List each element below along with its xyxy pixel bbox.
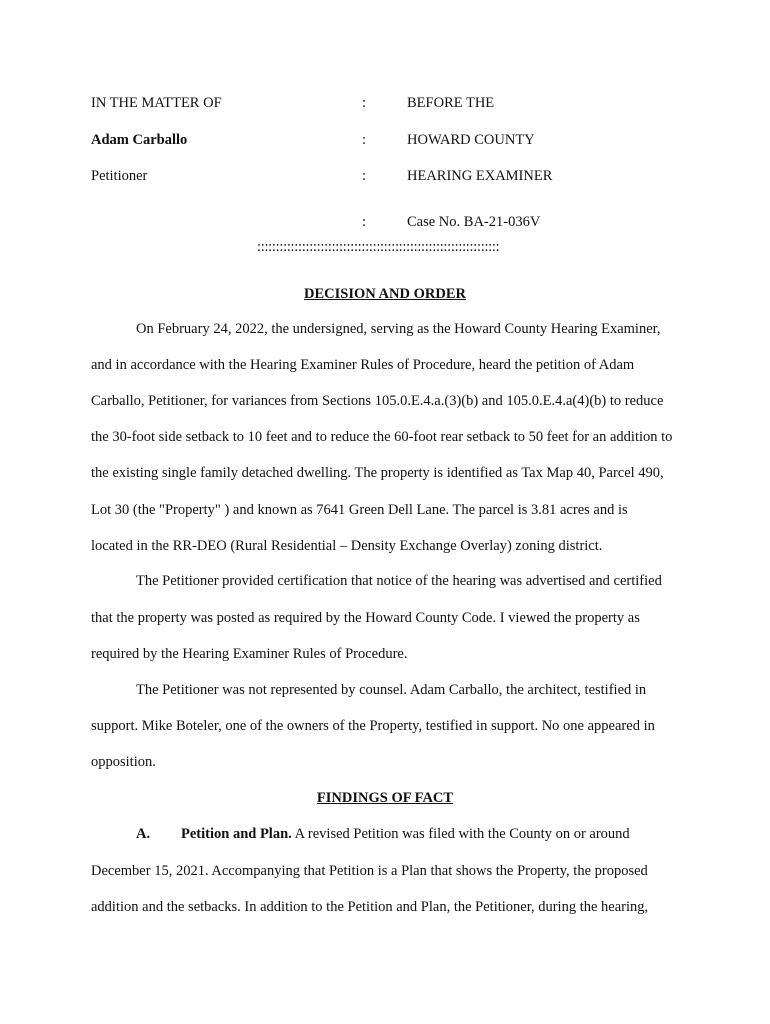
body-line: Lot 30 (the "Property" ) and known as 7641 Green Dell Lane. The parcel is 3.81 acres and is <box>91 502 628 518</box>
body-line: the existing single family detached dwelling. The property is identified as Tax Map 40, Parcel 490, <box>91 465 664 481</box>
body-line: The Petitioner provided certification that notice of the hearing was advertised and certified <box>136 573 662 589</box>
caption-sep-1: : <box>362 95 367 111</box>
body-line: and in accordance with the Hearing Examiner Rules of Procedure, heard the petition of Adam <box>91 357 635 373</box>
body-line: Carballo, Petitioner, for variances from Sections 105.0.E.4.a.(3)(b) and 105.0.E.4.a(4)(b) to reduce <box>91 393 664 409</box>
caption-left-3: Petitioner <box>91 168 148 184</box>
body-line: the 30-foot side setback to 10 feet and to reduce the 60-foot rear setback to 50 feet for an addition to <box>91 429 673 445</box>
section-a-letter: A. <box>136 826 151 842</box>
body-line: The Petitioner was not represented by counsel. Adam Carballo, the architect, testified in <box>136 682 647 698</box>
findings-heading: FINDINGS OF FACT <box>316 790 454 806</box>
section-a-title: Petition and Plan. <box>181 826 292 842</box>
caption-sep-4: : <box>362 214 367 230</box>
section-a-first-line <box>181 825 630 843</box>
body-line: On February 24, 2022, the undersigned, serving as the Howard County Hearing Examiner, <box>136 321 661 337</box>
caption-sep-3: : <box>362 168 367 184</box>
body-line: required by the Hearing Examiner Rules of Procedure. <box>91 646 408 662</box>
caption-left-1: IN THE MATTER OF <box>91 95 222 111</box>
body-line: that the property was posted as required by the Howard County Code. I viewed the property as <box>91 610 640 626</box>
body-line: support. Mike Boteler, one of the owners of the Property, testified in support. No one appeared in <box>91 718 655 734</box>
caption-right-1: BEFORE THE <box>407 95 495 111</box>
body-line: December 15, 2021. Accompanying that Petition is a Plan that shows the Property, the proposed <box>91 863 648 879</box>
body-line: addition and the setbacks. In addition to the Petition and Plan, the Petitioner, during the hearing, <box>91 899 649 915</box>
caption-divider: ::::::::::::::::::::::::::::::::::::::::::::::::::::::::::::::::: <box>257 239 500 255</box>
case-number: Case No. BA-21-036V <box>407 214 541 230</box>
body-line: opposition. <box>91 754 156 770</box>
caption-petitioner-name: Adam Carballo <box>91 132 188 148</box>
decision-heading: DECISION AND ORDER <box>304 286 466 302</box>
caption-sep-2: : <box>362 132 367 148</box>
body-line: located in the RR-DEO (Rural Residential – Density Exchange Overlay) zoning district. <box>91 538 603 554</box>
section-a-text: A revised Petition was filed with the County on or around <box>291 826 630 842</box>
caption-right-2: HOWARD COUNTY <box>407 132 535 148</box>
caption-right-3: HEARING EXAMINER <box>407 168 553 184</box>
